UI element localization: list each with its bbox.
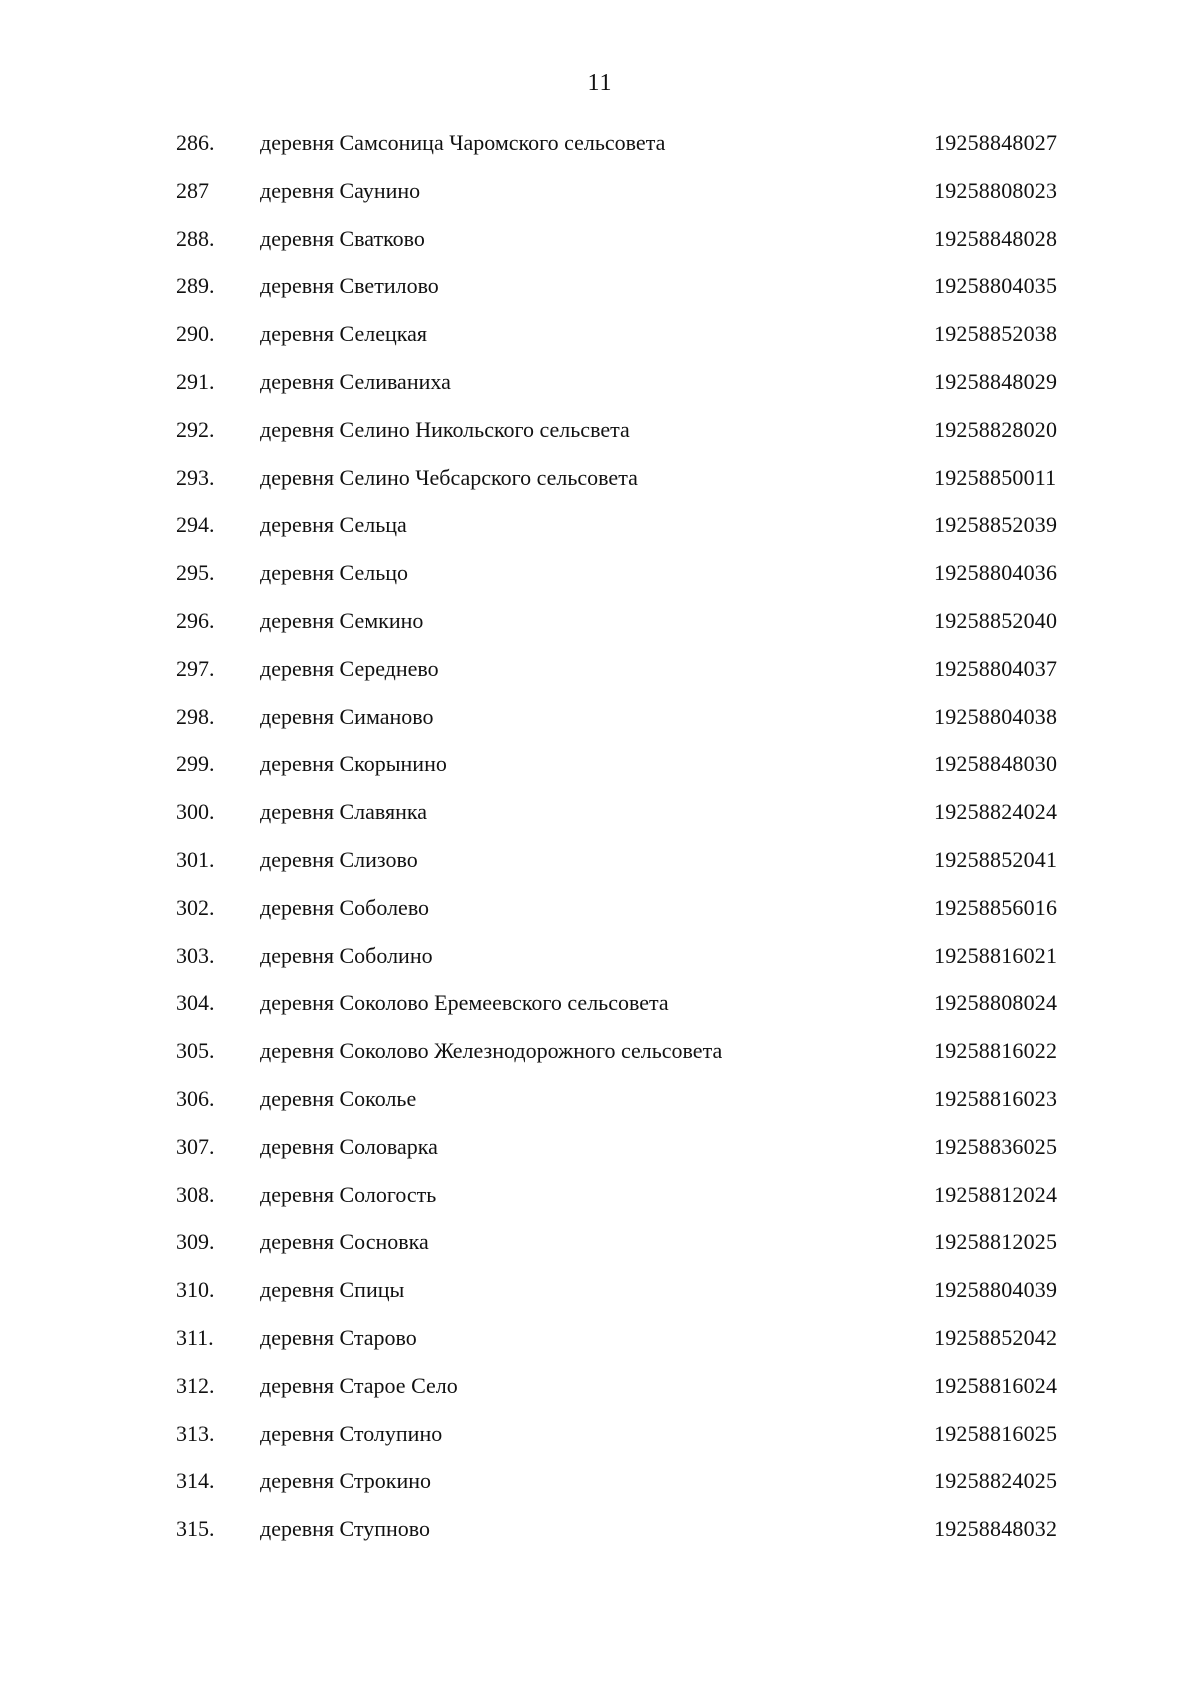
table-row — [0, 749, 1200, 797]
oktmo-code: 19258804036 — [934, 560, 1058, 586]
table-row — [0, 845, 1200, 893]
row-number: 299. — [176, 751, 215, 777]
oktmo-code: 19258804037 — [934, 655, 1058, 681]
settlement-name: деревня Соболево — [260, 894, 430, 920]
table-row — [0, 415, 1200, 463]
row-number: 311. — [176, 1324, 214, 1350]
settlement-name: деревня Селино Никольского сельсвета — [260, 416, 630, 442]
table-row — [0, 1036, 1200, 1084]
settlement-name: деревня Семкино — [260, 607, 424, 633]
row-number: 296. — [176, 607, 215, 633]
row-number: 288. — [176, 225, 215, 251]
oktmo-code: 19258848027 — [934, 130, 1058, 155]
table-row — [0, 606, 1200, 654]
row-number: 315. — [176, 1516, 215, 1542]
oktmo-code: 19258804035 — [934, 273, 1058, 299]
settlement-name: деревня Селино Чебсарского сельсовета — [260, 464, 638, 490]
table-row — [0, 128, 1200, 176]
row-number: 293. — [176, 464, 215, 490]
row-number: 289. — [176, 273, 215, 299]
settlement-name: деревня Славянка — [260, 799, 428, 825]
oktmo-code: 19258812024 — [934, 1181, 1058, 1207]
oktmo-code: 19258852041 — [934, 846, 1058, 872]
oktmo-code: 19258812025 — [934, 1229, 1058, 1255]
row-number: 300. — [176, 799, 215, 825]
table-row — [0, 1275, 1200, 1323]
settlement-name: деревня Строкино — [260, 1468, 432, 1494]
settlement-name: деревня Сельца — [260, 512, 407, 538]
table-row — [0, 319, 1200, 367]
oktmo-code: 19258848029 — [934, 368, 1058, 394]
row-number: 290. — [176, 321, 215, 347]
table-row — [0, 1466, 1200, 1514]
row-number: 297. — [176, 655, 215, 681]
oktmo-code: 19258816025 — [934, 1420, 1058, 1446]
oktmo-code: 19258852042 — [934, 1324, 1058, 1350]
row-number: 295. — [176, 560, 215, 586]
oktmo-code: 19258848028 — [934, 225, 1058, 251]
oktmo-code: 19258804038 — [934, 703, 1058, 729]
table-row — [0, 1180, 1200, 1228]
settlement-name: деревня Соколье — [260, 1085, 417, 1111]
row-number: 306. — [176, 1085, 215, 1111]
table-row — [0, 941, 1200, 989]
table-row — [0, 988, 1200, 1036]
settlement-name: деревня Старое Село — [260, 1372, 458, 1398]
settlement-registry-table — [0, 128, 1200, 1562]
table-row — [0, 1227, 1200, 1275]
page-number: 11 — [587, 70, 613, 96]
oktmo-code: 19258856016 — [934, 894, 1058, 920]
table-row — [0, 654, 1200, 702]
settlement-name: деревня Селецкая — [260, 321, 427, 347]
row-number: 312. — [176, 1372, 215, 1398]
table-row — [0, 224, 1200, 272]
settlement-name: деревня Сологость — [260, 1181, 437, 1207]
oktmo-code: 19258850011 — [934, 464, 1057, 490]
table-row — [0, 1084, 1200, 1132]
row-number: 309. — [176, 1229, 215, 1255]
oktmo-code: 19258816024 — [934, 1372, 1058, 1398]
settlement-name: деревня Середнево — [260, 655, 439, 681]
table-row — [0, 1419, 1200, 1467]
settlement-name: деревня Соловарка — [260, 1133, 438, 1159]
oktmo-code: 19258816023 — [934, 1085, 1058, 1111]
row-number: 314. — [176, 1468, 215, 1494]
row-number: 302. — [176, 894, 215, 920]
table-row — [0, 797, 1200, 845]
settlement-name: деревня Саунино — [260, 177, 421, 203]
table-row — [0, 176, 1200, 224]
oktmo-code: 19258852039 — [934, 512, 1058, 538]
settlement-name: деревня Сватково — [260, 225, 425, 251]
oktmo-code: 19258848030 — [934, 751, 1058, 777]
oktmo-code: 19258816022 — [934, 1038, 1058, 1064]
row-number: 310. — [176, 1277, 215, 1303]
oktmo-code: 19258836025 — [934, 1133, 1058, 1159]
row-number: 298. — [176, 703, 215, 729]
settlement-name: деревня Светилово — [260, 273, 439, 299]
oktmo-code: 19258824024 — [934, 799, 1058, 825]
row-number: 313. — [176, 1420, 215, 1446]
row-number: 307. — [176, 1133, 215, 1159]
table-row — [0, 1371, 1200, 1419]
oktmo-code: 19258828020 — [934, 416, 1058, 442]
table-row — [0, 1514, 1200, 1562]
settlement-name: деревня Скорынино — [260, 751, 447, 777]
row-number: 301. — [176, 846, 215, 872]
table-row — [0, 367, 1200, 415]
oktmo-code: 19258804039 — [934, 1277, 1058, 1303]
oktmo-code: 19258852040 — [934, 607, 1058, 633]
row-number: 286. — [176, 130, 215, 155]
row-number: 291. — [176, 368, 215, 394]
settlement-name: деревня Соколово Еремеевского сельсовета — [260, 990, 669, 1016]
settlement-name: деревня Селиваниха — [260, 368, 451, 394]
oktmo-code: 19258848032 — [934, 1516, 1058, 1542]
settlement-name: деревня Симаново — [260, 703, 434, 729]
row-number: 303. — [176, 942, 215, 968]
oktmo-code: 19258852038 — [934, 321, 1058, 347]
settlement-name: деревня Самсоница Чаромского сельсовета — [260, 130, 666, 155]
table-row — [0, 1323, 1200, 1371]
table-row — [0, 893, 1200, 941]
table-row — [0, 1132, 1200, 1180]
table-row — [0, 463, 1200, 511]
oktmo-code: 19258816021 — [934, 942, 1058, 968]
settlement-name: деревня Слизово — [260, 846, 418, 872]
table-row — [0, 702, 1200, 750]
oktmo-code: 19258824025 — [934, 1468, 1058, 1494]
settlement-name: деревня Сосновка — [260, 1229, 429, 1255]
table-row — [0, 510, 1200, 558]
settlement-name: деревня Соколово Железнодорожного сельсовета — [260, 1038, 723, 1064]
settlement-name: деревня Столупино — [260, 1420, 443, 1446]
table-row — [0, 558, 1200, 606]
settlement-name: деревня Соболино — [260, 942, 433, 968]
table-row — [0, 271, 1200, 319]
row-number: 304. — [176, 990, 215, 1016]
row-number: 305. — [176, 1038, 215, 1064]
row-number: 292. — [176, 416, 215, 442]
settlement-name: деревня Ступново — [260, 1516, 430, 1542]
settlement-name: деревня Сельцо — [260, 560, 408, 586]
row-number: 287 — [176, 177, 209, 203]
row-number: 308. — [176, 1181, 215, 1207]
row-number: 294. — [176, 512, 215, 538]
oktmo-code: 19258808023 — [934, 177, 1058, 203]
settlement-name: деревня Старово — [260, 1324, 417, 1350]
oktmo-code: 19258808024 — [934, 990, 1058, 1016]
settlement-name: деревня Спицы — [260, 1277, 405, 1303]
